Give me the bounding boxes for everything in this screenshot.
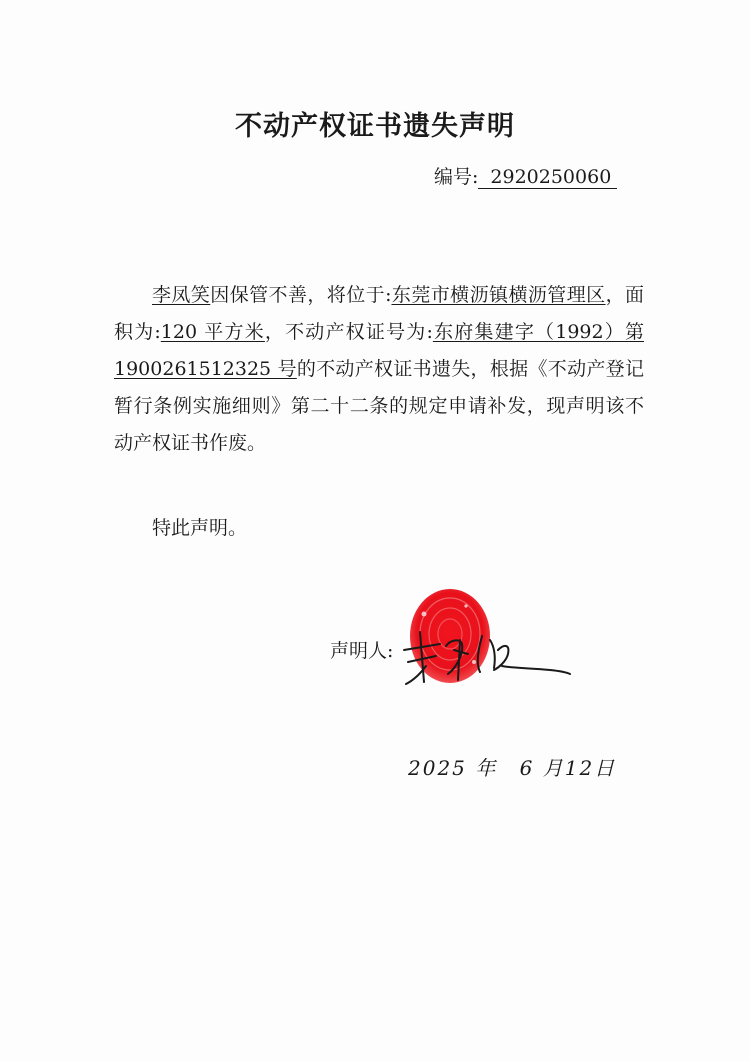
- number-label: 编号:: [434, 166, 479, 188]
- document-title: 不动产权证书遗失声明: [235, 111, 515, 142]
- property-location: 东莞市横沥镇横沥管理区: [391, 284, 606, 306]
- property-area: 120 平方米: [160, 321, 265, 343]
- declaration-date: [408, 752, 616, 781]
- date-month-unit: 月: [542, 756, 565, 780]
- text-segment-4: 的不动产权证书遗失，根据《不动产登记暂行条例实施细则》第二十二条的规定申请补发，现声明该不动产权证书作废。: [114, 358, 644, 454]
- date-day: 12: [564, 756, 595, 780]
- declarant-label: 声明人:: [330, 640, 394, 662]
- signature-icon: [390, 610, 580, 690]
- certificate-number: 东府集建字（1992）第 1900261512325 号: [114, 321, 644, 380]
- text-segment-2: ，面积为:: [114, 284, 644, 343]
- date-year: 2025: [408, 756, 467, 780]
- closing-statement: 特此声明。: [152, 517, 248, 539]
- text-segment-1: 因保管不善，将位于:: [210, 284, 392, 306]
- date-month: 6: [519, 756, 535, 780]
- date-day-unit: 日: [594, 756, 617, 780]
- declaration-paragraph: [114, 277, 644, 462]
- declaration-body: [114, 277, 644, 462]
- document-number: [434, 162, 617, 189]
- text-segment-3: ，不动产权证号为:: [264, 321, 433, 343]
- date-year-unit: 年: [475, 756, 498, 780]
- owner-name: 李凤笑: [152, 284, 211, 306]
- number-value: 2920250060: [478, 166, 617, 189]
